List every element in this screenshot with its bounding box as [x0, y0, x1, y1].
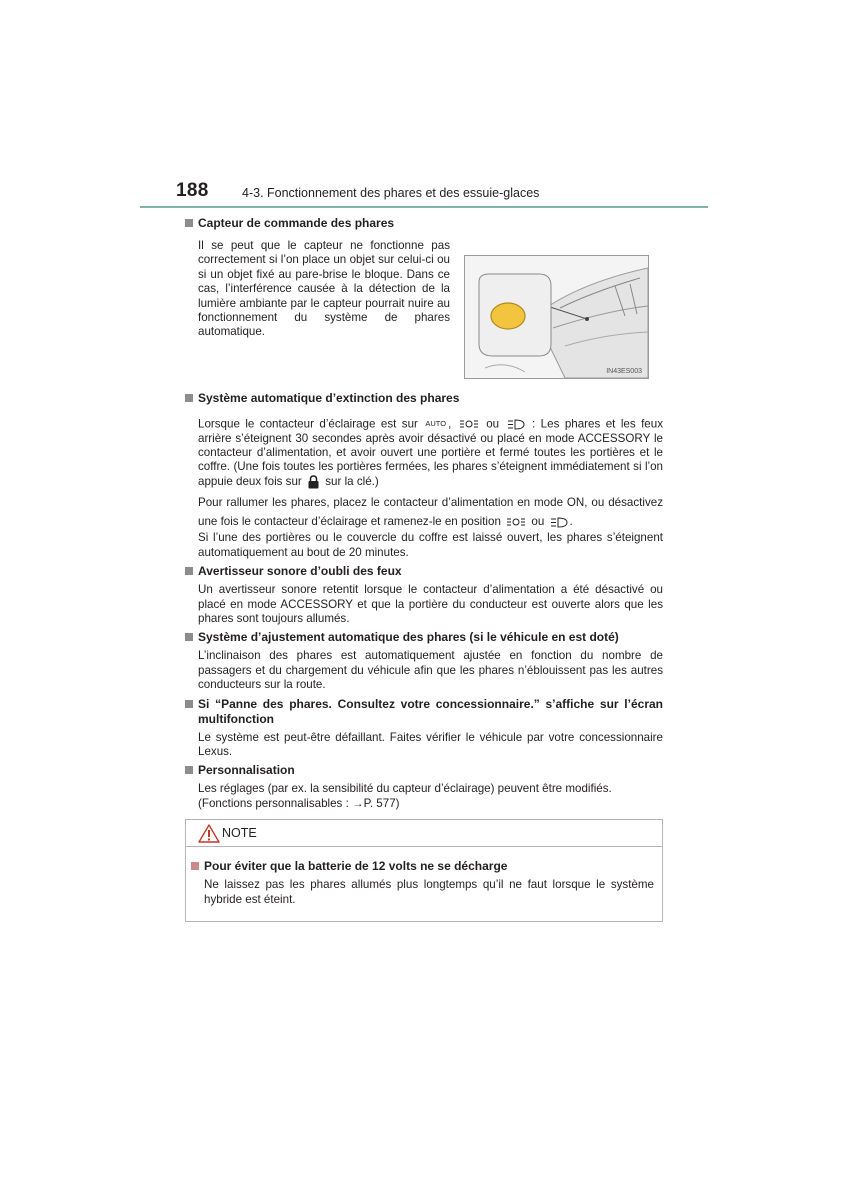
windshield-sensor-image — [465, 256, 648, 378]
section-heading: Système d’ajustement automatique des phares (si le véhicule en est doté) — [185, 630, 663, 645]
note-heading: Pour éviter que la batterie de 12 volts ne se décharge — [191, 859, 662, 874]
header-divider — [140, 206, 708, 208]
sensor-block — [185, 233, 663, 383]
page-number: 188 — [176, 180, 209, 201]
paragraph: Il se peut que le capteur ne fonctionne pas correctement si l’on place un objet sur celui-ci ou si un objet fixé au pare-brise le bloque. Dans ce cas, l’interférence causée à la détection de la lumière ambiante par le capteur pourrait nuire au fonctionnement du système de phares automatique. — [198, 239, 450, 339]
page-header — [174, 180, 708, 206]
note-header — [186, 820, 662, 847]
note-box — [185, 819, 663, 922]
paragraph: Pour rallumer les phares, placez le contacteur d’alimentation en mode ON, ou désactivez une fois le contacteur d’éclairage et ramenez-le en position ou . — [198, 496, 663, 529]
paragraph: Si l’une des portières ou le couvercle du coffre est laissé ouvert, les phares s’éteignent automatiquement au bout de 20 minutes. — [198, 531, 663, 559]
bullet-square-icon — [191, 862, 199, 870]
auto-switch-icon: AUTO — [425, 419, 447, 428]
lock-icon — [307, 475, 320, 489]
paragraph: L’inclinaison des phares est automatiquement ajustée en fonction du nombre de passagers et du chargement du véhicule afin que les phares n’éblouissent pas les autres conducteurs sur la route. — [198, 649, 663, 692]
bullet-square-icon — [185, 633, 193, 641]
note-body — [186, 847, 662, 921]
bullet-square-icon — [185, 700, 193, 708]
bullet-square-icon — [185, 219, 193, 227]
tail-lamp-icon — [459, 419, 479, 429]
warning-triangle-icon — [198, 824, 220, 843]
note-label: NOTE — [222, 826, 257, 841]
paragraph: Les réglages (par ex. la sensibilité du capteur d’éclairage) peuvent être modifiés. (Fonctions personnalisables : →P. 577) — [198, 782, 612, 810]
bullet-square-icon — [185, 567, 193, 575]
section-heading: Si “Panne des phares. Consultez votre concessionnaire.” s’affiche sur l’écran multifonction — [185, 697, 663, 727]
bullet-square-icon — [185, 766, 193, 774]
paragraph: Lorsque le contacteur d’éclairage est sur AUTO , ou : Les phares et les feux arrière s’éteignent 30 secondes après avoir désactivé ou placé en mode ACCESSORY le contacteur d’alimentation, et avoir ouvert une portière et fermé toutes les portières et le coffre. (Une fois toutes les portières fermées, les phares s’éteignent immédiatement si l’on appuie deux fois sur sur la clé.) — [198, 417, 663, 488]
section-heading: Avertisseur sonore d’oubli des feux — [185, 564, 663, 579]
page-content — [185, 216, 663, 922]
sensor-illustration — [464, 255, 649, 379]
section-title: 4-3. Fonctionnement des phares et des essuie-glaces — [242, 186, 540, 200]
section-heading: Personnalisation — [185, 763, 663, 778]
section-heading: Capteur de commande des phares — [185, 216, 663, 231]
figure-code: IN43ES003 — [606, 368, 642, 375]
paragraph: Le système est peut-être défaillant. Faites vérifier le véhicule par votre concessionnaire Lexus. — [198, 730, 663, 759]
headlight-icon — [550, 517, 568, 528]
tail-lamp-icon — [506, 517, 526, 527]
paragraph: Un avertisseur sonore retentit lorsque le contacteur d’alimentation a été désactivé ou placé en mode ACCESSORY et que la portière du conducteur est ouverte alors que les phares sont toujours allumés. — [198, 583, 663, 625]
section-heading: Système automatique d’extinction des phares — [185, 391, 663, 406]
headlight-icon — [507, 419, 525, 430]
bullet-square-icon — [185, 394, 193, 402]
paragraph: Ne laissez pas les phares allumés plus longtemps qu’il ne faut lorsque le système hybride est éteint. — [204, 878, 654, 906]
